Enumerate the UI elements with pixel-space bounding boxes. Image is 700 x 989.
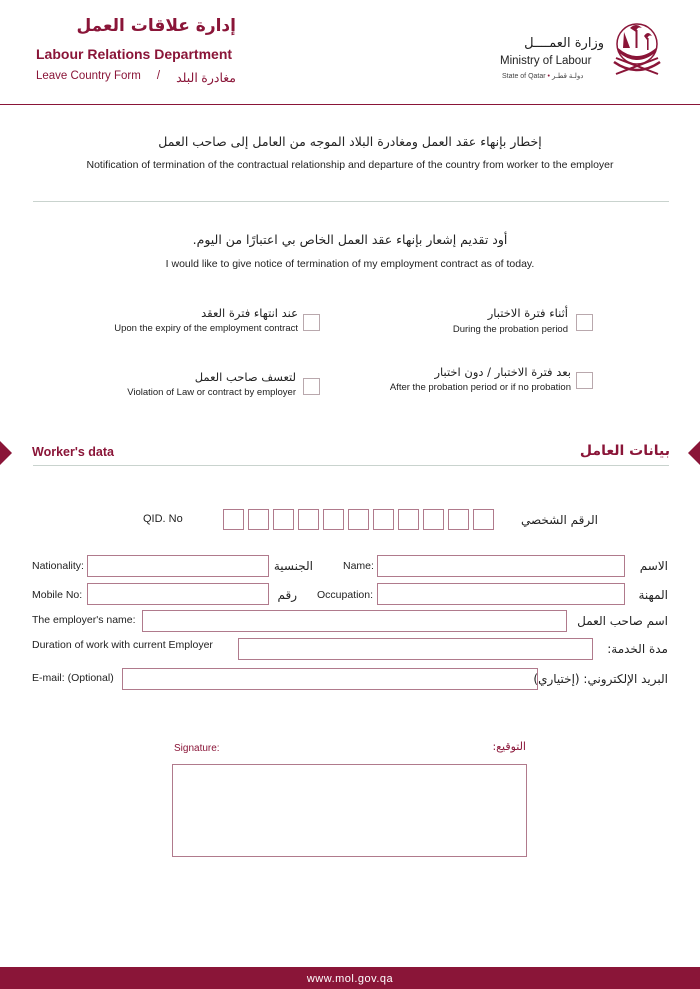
nationality-label-ar: الجنسية [273, 559, 313, 573]
qid-digit-box[interactable] [298, 509, 319, 530]
state-ar: دولـة قطـر [551, 73, 584, 80]
mobile-label-ar: رقم [277, 588, 297, 602]
signature-label-en: Signature: [174, 743, 220, 754]
section-divider-2 [33, 465, 669, 466]
signature-box[interactable] [172, 764, 527, 857]
option-after-probation-checkbox[interactable] [576, 372, 593, 389]
footer-bar [0, 967, 700, 989]
qid-digit-box[interactable] [348, 509, 369, 530]
nationality-field[interactable] [87, 555, 269, 577]
website-link[interactable]: www.mol.gov.qa [306, 973, 394, 985]
header-divider [0, 104, 700, 105]
notice-text-en: I would like to give notice of termination of my employment contract as of today. [165, 258, 535, 270]
section-marker-right-icon [688, 441, 700, 465]
notification-title-en: Notification of termination of the contractual relationship and departure of the country from worker to the employer [86, 159, 614, 171]
state-en: State of Qatar [502, 73, 546, 80]
option-probation-ar: أثناء فترة الاختبار [487, 306, 568, 320]
form-name-separator: / [156, 70, 161, 82]
occupation-label-en: Occupation: [317, 589, 374, 601]
nationality-label-en: Nationality: [32, 560, 84, 572]
option-after-probation-ar: بعد فترة الاختبار / دون اختبار [434, 365, 571, 379]
signature-label-ar: التوقيع: [492, 740, 526, 753]
qid-digit-box[interactable] [273, 509, 294, 530]
qid-digit-box[interactable] [473, 509, 494, 530]
employer-name-label-en: The employer's name: [32, 614, 136, 626]
duration-label-ar: مدة الخدمة: [607, 642, 668, 656]
occupation-field[interactable] [377, 583, 625, 605]
department-title-ar: إدارة علاقات العمل [76, 16, 236, 36]
qid-digit-box[interactable] [423, 509, 444, 530]
form-name [36, 70, 236, 85]
option-contract-expiry-ar: عند انتهاء فترة العقد [201, 306, 298, 320]
option-employer-violation-ar: لتعسف صاحب العمل [194, 370, 296, 384]
name-label-ar: الاسم [639, 559, 668, 573]
duration-field[interactable] [238, 638, 593, 660]
qid-digit-box[interactable] [448, 509, 469, 530]
ministry-ar: وزارة العمــــل [524, 36, 604, 51]
employer-name-field[interactable] [142, 610, 567, 632]
email-label-en: E-mail: (Optional) [32, 672, 114, 684]
option-after-probation-en: After the probation period or if no probation [389, 382, 571, 393]
name-field[interactable] [377, 555, 625, 577]
form-name-ar: مغادرة البلد [176, 71, 236, 85]
qid-label-ar: الرقم الشخصي [521, 513, 598, 527]
qid-digit-box[interactable] [248, 509, 269, 530]
mobile-label-en: Mobile No: [32, 589, 83, 601]
ministry-en: Ministry of Labour [500, 55, 592, 67]
qid-digit-box[interactable] [223, 509, 244, 530]
qid-label-en: QID. No [143, 513, 183, 525]
form-name-en: Leave Country Form [36, 70, 141, 82]
email-field[interactable] [122, 668, 538, 690]
duration-label-en: Duration of work with current Employer [32, 639, 213, 651]
qid-digit-box[interactable] [323, 509, 344, 530]
name-label-en: Name: [343, 560, 374, 572]
option-employer-violation-en: Violation of Law or contract by employer [127, 387, 296, 398]
notification-title-ar: إخطار بإنهاء عقد العمل ومغادرة البلاد الموجه من العامل إلى صاحب العمل [158, 134, 542, 149]
option-contract-expiry-checkbox[interactable] [303, 314, 320, 331]
qid-digit-box[interactable] [398, 509, 419, 530]
option-contract-expiry-en: Upon the expiry of the employment contract [114, 323, 298, 334]
state-line: State of Qatar • دولـة قطـر [502, 73, 584, 80]
workers-data-title-en: Worker's data [32, 445, 114, 459]
section-marker-left-icon [0, 441, 12, 465]
section-divider-1 [33, 201, 669, 202]
option-probation-checkbox[interactable] [576, 314, 593, 331]
workers-data-title-ar: بيانات العامل [579, 443, 670, 459]
mobile-field[interactable] [87, 583, 269, 605]
department-title-en: Labour Relations Department [36, 46, 233, 62]
email-label-ar: البريد الإلكتروني: (إختياري) [533, 672, 668, 686]
notice-text-ar: أود تقديم إشعار بإنهاء عقد العمل الخاص بي اعتبارًا من اليوم. [192, 232, 508, 247]
option-employer-violation-checkbox[interactable] [303, 378, 320, 395]
employer-name-label-ar: اسم صاحب العمل [577, 614, 668, 628]
option-probation-en: During the probation period [452, 324, 568, 335]
qid-digit-box[interactable] [373, 509, 394, 530]
occupation-label-ar: المهنة [638, 588, 668, 602]
qatar-emblem-icon [608, 18, 666, 84]
